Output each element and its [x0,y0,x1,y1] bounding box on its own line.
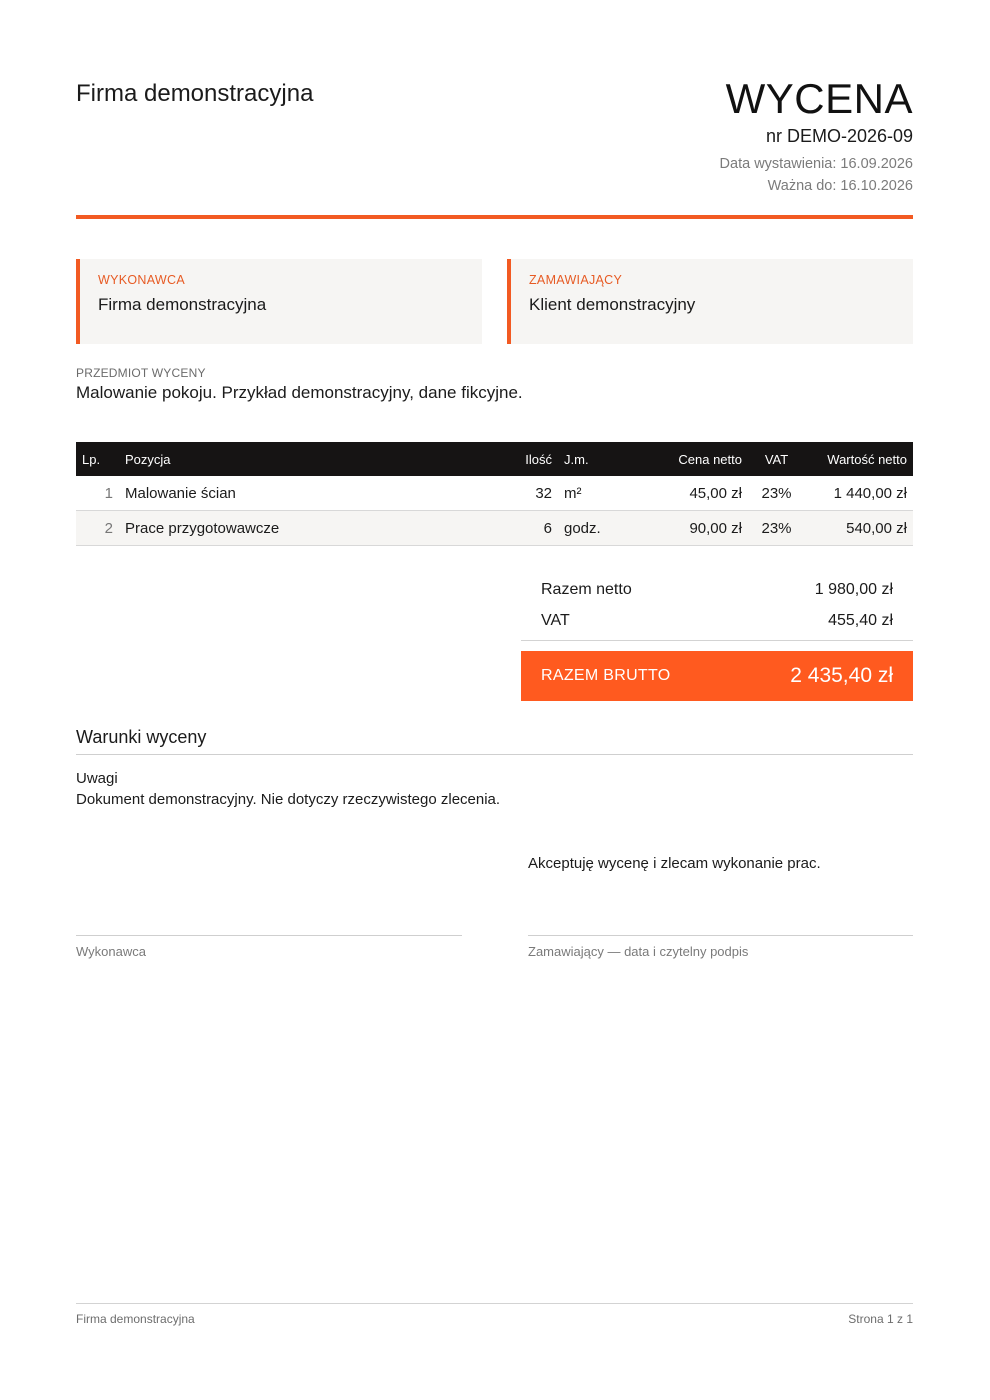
items-table [76,442,913,546]
notes-text: Dokument demonstracyjny. Nie dotyczy rzeczywistego zlecenia. [76,791,501,808]
row-value: 540,00 zł [805,511,913,546]
row-vat: 23% [748,511,805,546]
col-header-qty: Ilość [502,442,558,476]
col-header-price: Cena netto [636,442,748,476]
contractor-box [76,259,482,344]
company-name: Firma demonstracyjna [76,80,314,107]
col-header-unit: J.m. [558,442,636,476]
col-header-lp: Lp. [76,442,119,476]
row-vat: 23% [748,476,805,511]
row-lp: 2 [76,511,119,546]
subject-text: Malowanie pokoju. Przykład demonstracyjny, dane fikcyjne. [76,383,523,402]
conditions-title: Warunki wyceny [76,727,207,747]
footer-company: Firma demonstracyjna [76,1312,195,1326]
footer-divider [76,1303,913,1304]
acceptance-text: Akceptuję wycenę i zlecam wykonanie prac. [528,855,821,872]
table-row [76,476,913,511]
row-qty: 6 [502,511,558,546]
document-header [720,74,913,197]
notes-label: Uwagi [76,770,118,787]
row-unit: m² [558,476,636,511]
valid-until-date: Ważna do: 16.10.2026 [767,178,913,194]
row-lp: 1 [76,476,119,511]
document-number: nr DEMO-2026-09 [765,126,913,146]
net-total-value: 1 980,00 zł [814,580,893,598]
contractor-signature-line [76,935,462,936]
contractor-signature-label: Wykonawca [76,944,146,959]
client-name: Klient demonstracyjny [529,295,696,314]
col-header-value: Wartość netto [805,442,913,476]
row-qty: 32 [502,476,558,511]
totals-divider [521,640,913,641]
footer-page-number: Strona 1 z 1 [848,1312,913,1326]
document-title: WYCENA [725,75,913,122]
net-total-row [521,574,913,605]
col-header-vat: VAT [748,442,805,476]
client-signature-label: Zamawiający — data i czytelny podpis [528,944,749,959]
table-row [76,511,913,546]
row-unit: godz. [558,511,636,546]
client-signature-line [528,935,913,936]
contractor-label: WYKONAWCA [98,273,185,287]
row-price: 90,00 zł [636,511,748,546]
gross-total-bar [521,651,913,701]
gross-total-value: 2 435,40 zł [790,664,893,687]
net-total-label: Razem netto [541,580,632,598]
vat-total-value: 455,40 zł [828,611,893,629]
gross-total-label: RAZEM BRUTTO [541,667,671,684]
issue-date: Data wystawienia: 16.09.2026 [719,156,913,172]
conditions-divider [76,754,913,755]
totals-summary [521,574,913,701]
vat-total-row [521,605,913,636]
document-dates [720,153,913,197]
row-item: Prace przygotowawcze [119,511,502,546]
vat-total-label: VAT [541,611,570,629]
header-accent-divider [76,215,913,219]
col-header-item: Pozycja [119,442,502,476]
row-price: 45,00 zł [636,476,748,511]
row-item: Malowanie ścian [119,476,502,511]
row-value: 1 440,00 zł [805,476,913,511]
contractor-name: Firma demonstracyjna [98,295,267,314]
client-label: ZAMAWIAJĄCY [529,273,623,287]
subject-label: PRZEDMIOT WYCENY [76,366,206,380]
table-header-row [76,442,913,476]
client-box [507,259,913,344]
